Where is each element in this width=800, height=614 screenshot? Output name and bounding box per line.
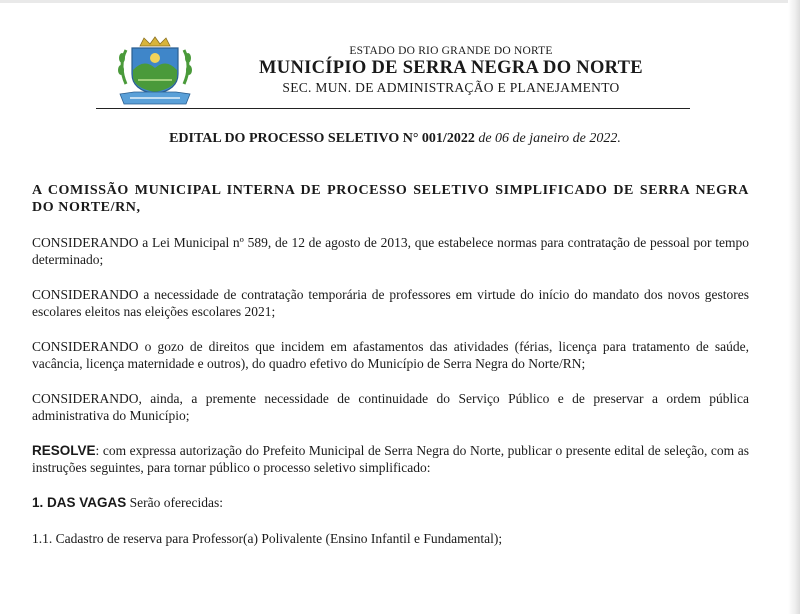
state-name: ESTADO DO RIO GRANDE DO NORTE (349, 45, 553, 57)
edital-date: de 06 de janeiro de 2022. (478, 131, 621, 146)
list-item: 1.1. Cadastro de reserva para Professor(a) Polivalente (Ensino Infantil e Fundamental); (32, 530, 503, 546)
edital-number: EDITAL DO PROCESSO SELETIVO N° 001/2022 (169, 131, 475, 146)
considerando-2: CONSIDERANDO a necessidade de contratação temporária de professores em virtude do início do mandato dos novos gestores escolares eleitos nas eleições escolares 2021; (32, 287, 749, 319)
section-vagas (32, 495, 749, 512)
letterhead (96, 34, 690, 110)
commission-heading: A COMISSÃO MUNICIPAL INTERNA DE PROCESSO SELETIVO SIMPLIFICADO DE SERRA NEGRA DO NORTE/RN, (32, 183, 749, 215)
considerando-3: CONSIDERANDO o gozo de direitos que incidem em afastamentos das atividades (férias, licença para tratamento de saúde, vacância, licença maternidade e outros), do quadro efetivo do Município de Serra Negra do Norte/RN; (32, 339, 749, 371)
letterhead-text (216, 44, 686, 96)
edital-title (0, 130, 790, 148)
page-right-edge (788, 0, 800, 614)
section-vagas-text: Serão oferecidas: (126, 495, 223, 510)
considerando-1: CONSIDERANDO a Lei Municipal nº 589, de 12 de agosto de 2013, que estabelece normas para contratação de pessoal por tempo determinado; (32, 235, 749, 267)
resolve-label: RESOLVE (32, 443, 96, 458)
municipal-coat-of-arms-icon (114, 36, 196, 108)
letterhead-divider (96, 108, 690, 109)
secretariat-name: SEC. MUN. DE ADMINISTRAÇÃO E PLANEJAMENTO (282, 80, 620, 95)
resolve-text: : com expressa autorização do Prefeito Municipal de Serra Negra do Norte, publicar o presente edital de seleção, com as instruções seguintes, para tornar público o processo seletivo simplificado: (32, 443, 749, 475)
page-top-edge (0, 0, 800, 3)
document-body (32, 183, 749, 566)
considerando-4: CONSIDERANDO, ainda, a premente necessidade de continuidade do Serviço Público e de preservar a ordem pública administrativa do Município; (32, 391, 749, 423)
municipality-name: MUNICÍPIO DE SERRA NEGRA DO NORTE (259, 58, 643, 78)
section-vagas-heading: 1. DAS VAGAS (32, 495, 127, 510)
resolve-paragraph (32, 443, 749, 476)
